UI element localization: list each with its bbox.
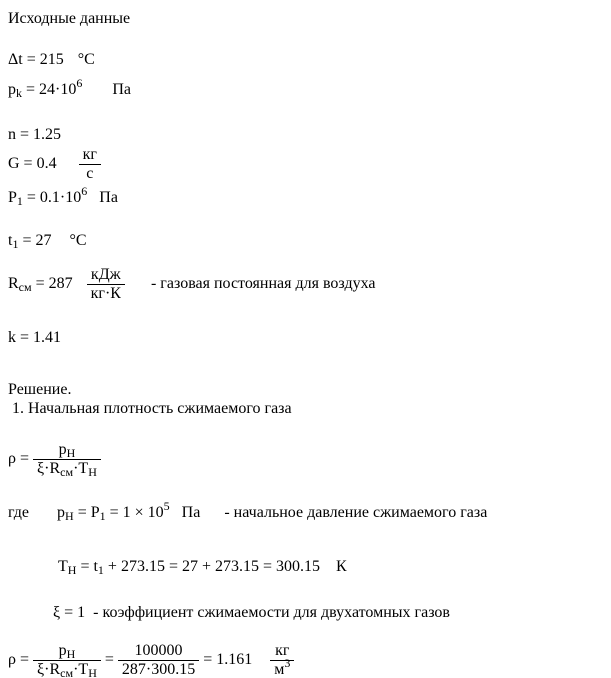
eq-th-unit: К: [336, 558, 347, 575]
eq-rho-calc-frac1-numerator: [33, 642, 101, 660]
eq-pk: [8, 76, 132, 100]
solution-step1-heading: 1. Начальная плотность сжимаемого газа: [8, 400, 292, 417]
eq-xi-comment: - коэффициент сжимаемости для двухатомных газов: [93, 604, 450, 621]
eq-p1-base: P: [8, 189, 17, 206]
eq-g-expr: G = 0.4: [8, 155, 57, 173]
eq-rho-def-den-b: ·T: [73, 459, 89, 477]
eq-p1-unit: Па: [99, 189, 118, 206]
eq-rho-calc-den1-b: ·T: [73, 660, 89, 678]
eq-delta-t: [8, 50, 95, 70]
eq-rho-calc-frac1-denominator: [33, 660, 101, 678]
eq-pk-subscript: k: [16, 86, 22, 100]
eq-pk-exponent: 6: [76, 76, 83, 90]
eq-p1-exponent: 6: [81, 184, 88, 198]
section-title: Исходные данные: [8, 10, 131, 27]
eq-p1: [8, 184, 118, 208]
eq-t1: [8, 231, 87, 251]
eq-rho-calc-num1-base: p: [58, 642, 67, 659]
eq-th-t1-subscript: 1: [97, 563, 104, 577]
eq-rho-calc-frac2-denominator: 287·300.15: [118, 660, 199, 678]
eq-rcm-unit-numerator: кДж: [90, 266, 121, 283]
eq-rho-calc-frac2-numerator: 100000: [134, 642, 183, 659]
eq-pk-unit: Па: [112, 81, 132, 98]
eq-rho-calc-fraction2: [118, 642, 199, 678]
eq-p1-subscript: 1: [16, 194, 23, 208]
eq-rho-calc-den1-b-subscript: Н: [88, 665, 97, 678]
eq-t1-unit: °C: [69, 232, 87, 249]
eq-rcm: [8, 266, 375, 303]
eq-th-mid1: = t: [76, 558, 98, 575]
eq-rho-calc-unit-den-base: м: [274, 660, 285, 678]
eq-rho-def-denominator: [33, 459, 101, 478]
eq-rho-calc-fraction1: [33, 642, 101, 678]
eq-ph-comment: - начальное давление сжимаемого газа: [224, 504, 488, 521]
eq-t1-base: t: [8, 232, 13, 249]
eq-ph-exponent: 5: [163, 499, 170, 513]
eq-th-mid2: + 273.15 = 27 + 273.15 = 300.15: [103, 558, 321, 575]
eq-p1-mid: = 0.1·10: [22, 189, 82, 206]
eq-n: n = 1.25: [8, 126, 62, 143]
eq-th: [58, 557, 347, 577]
eq-t1-subscript: 1: [12, 237, 19, 251]
eq-rcm-comment: - газовая постоянная для воздуха: [150, 275, 376, 293]
eq-pk-base: p: [8, 81, 16, 98]
eq-xi: [53, 603, 450, 623]
eq-rcm-subscript: см: [18, 280, 32, 295]
eq-ph-mid1: = P: [73, 504, 100, 521]
eq-ph-base: p: [57, 504, 66, 521]
eq-rho-def-den-b-subscript: Н: [88, 464, 97, 479]
eq-rho-calc-den1-a-subscript: см: [60, 665, 74, 678]
solution-heading: Решение.: [8, 381, 72, 398]
eq-rho-calc-unit-denominator: [270, 655, 294, 678]
eq-delta-t-expr: Δt = 215: [8, 51, 64, 68]
eq-rho-result: [8, 642, 294, 678]
eq-rho-calc-lhs: ρ =: [8, 651, 34, 669]
eq-rho-def-fraction: [33, 441, 101, 478]
eq-rcm-unit-denominator: кг·К: [87, 284, 125, 303]
eq-rho-def-num-subscript: Н: [66, 446, 76, 460]
eq-where-ph: [8, 499, 488, 523]
eq-rho-calc-unit-numerator: кг: [275, 642, 290, 659]
eq-rho-def-den-a: ξ·R: [37, 459, 61, 477]
eq-th-base: T: [58, 558, 68, 575]
eq-rho-calc-result: = 1.161: [199, 651, 253, 669]
eq-rcm-unit-fraction: [87, 266, 125, 303]
eq-k: k = 1.41: [8, 329, 62, 346]
eq-rho-calc-den1-a: ξ·R: [37, 660, 61, 678]
eq-delta-t-unit: °C: [77, 51, 95, 68]
eq-rho-calc-unit-fraction: [270, 642, 294, 678]
eq-pk-mid: = 24·10: [22, 81, 77, 98]
eq-ph-subscript: Н: [65, 509, 74, 523]
eq-ph-p1-subscript: 1: [99, 509, 106, 523]
eq-rcm-mid: = 287: [31, 275, 73, 293]
eq-rho-def-den-a-subscript: см: [60, 464, 74, 479]
where-label: где: [8, 504, 30, 521]
eq-rho-def-lhs: ρ =: [8, 450, 34, 468]
eq-rho-calc-num1-subscript: Н: [66, 647, 76, 661]
eq-g-unit-fraction: [79, 146, 101, 183]
eq-rho-def-num-base: p: [58, 441, 67, 458]
eq-rho-def-numerator: [33, 441, 101, 459]
eq-ph-unit: Па: [181, 504, 201, 521]
eq-rho-definition: [8, 441, 101, 478]
eq-rho-calc-unit-den-exponent: 3: [284, 655, 291, 670]
eq-rcm-base: R: [8, 275, 19, 293]
eq-g: [8, 146, 101, 183]
eq-g-unit-denominator: с: [79, 164, 101, 183]
eq-t1-mid: = 27: [18, 232, 52, 249]
eq-ph-mid2: = 1 × 10: [105, 504, 164, 521]
eq-xi-expr: ξ = 1: [53, 604, 86, 621]
eq-th-subscript: Н: [67, 563, 77, 577]
eq-rho-calc-eq2: =: [100, 651, 118, 669]
eq-g-unit-numerator: кг: [82, 146, 97, 163]
